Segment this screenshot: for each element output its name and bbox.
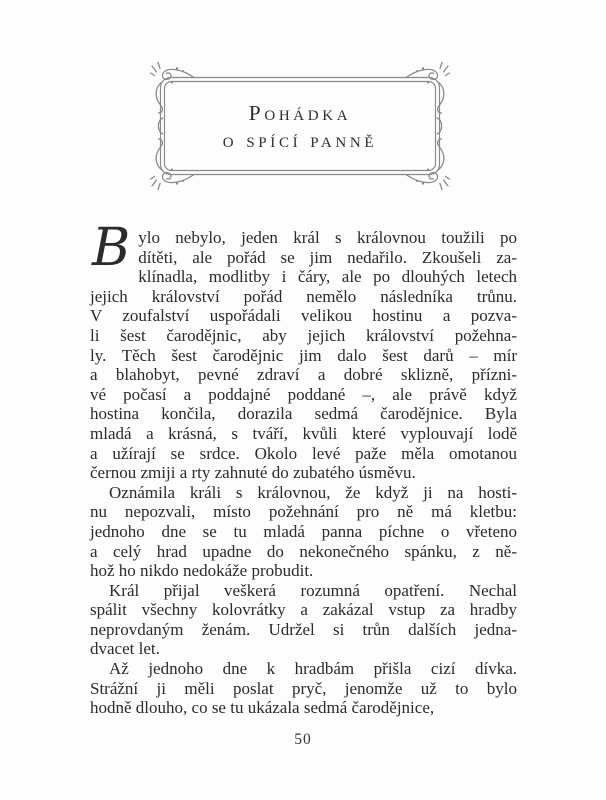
text-line: li šest čarodějnic, aby jejich království požehna-: [90, 325, 517, 345]
chapter-title: [150, 100, 450, 154]
drop-cap: B: [92, 218, 131, 278]
paragraph: [90, 581, 517, 659]
text-line: černou zmiji a rty zahnuté do zubatého úsměvu.: [90, 463, 416, 483]
text-line: klínadla, modlitby i čáry, ale po dlouhých letech: [138, 267, 517, 287]
text-line: vé počasí a poddajné poddané –, ale právě když: [90, 384, 517, 404]
text-line: Až jednoho dne k hradbám přišla cizí dívka.: [109, 659, 517, 679]
paragraph: [90, 483, 517, 581]
page-number: 50: [294, 731, 312, 748]
text-line: Strážní ji měli poslat pryč, jenomže už to bylo: [90, 678, 517, 698]
chapter-title-line1: Pohádka: [248, 101, 352, 125]
text-line: a celý hrad upadne do nekonečného spánku, z ně-: [90, 541, 517, 561]
paragraph: [90, 659, 517, 718]
text-line: jednoho dne se tu mladá panna píchne o vřeteno: [90, 521, 517, 541]
text-line: V zoufalství uspořádali velikou hostinu a pozva-: [90, 306, 517, 326]
text-line: mladá a krásná, s tváří, kvůli které vyplouvají lodě: [90, 423, 517, 443]
text-line: spálit všechny kolovrátky a zakázal vstup za hradby: [90, 600, 517, 620]
chapter-title-block: [150, 60, 450, 192]
text-line: Oznámila králi s královnou, že když ji na hosti-: [109, 482, 517, 502]
text-line: neprovdaným ženám. Udržel si trůn dalších jedna-: [90, 619, 517, 639]
paragraph: [90, 218, 517, 483]
text-line: a užírají se srdce. Okolo levé paže měla omotanou: [90, 443, 517, 463]
body-text: [90, 218, 517, 718]
text-line: Král přijal veškerá rozumná opatření. Nechal: [109, 580, 517, 600]
text-line: hodně dlouho, co se tu ukázala sedmá čarodějnice,: [90, 698, 435, 718]
text-line: a blahobyt, pevné zdraví a dobré sklizně, přízni-: [90, 365, 517, 385]
text-line: hostina končila, dorazila sedmá čarodějnice. Byla: [90, 404, 517, 424]
text-line: dítěti, ale pořád se jim nedařilo. Zkoušeli za-: [138, 247, 517, 267]
chapter-title-line2: o spící panně: [222, 128, 378, 152]
text-line: nu nepozvali, místo požehnání pro ně má kletbu:: [90, 502, 517, 522]
text-line: ylo nebylo, jeden král s královnou toužili po: [138, 228, 517, 247]
text-line: ly. Těch šest čarodějnic jim dalo šest darů – mír: [90, 345, 517, 365]
text-line: jejich království pořád nemělo následníka trůnu.: [90, 286, 517, 306]
text-line: hož ho nikdo nedokáže probudit.: [90, 561, 314, 581]
text-line: dvacet let.: [90, 639, 160, 659]
